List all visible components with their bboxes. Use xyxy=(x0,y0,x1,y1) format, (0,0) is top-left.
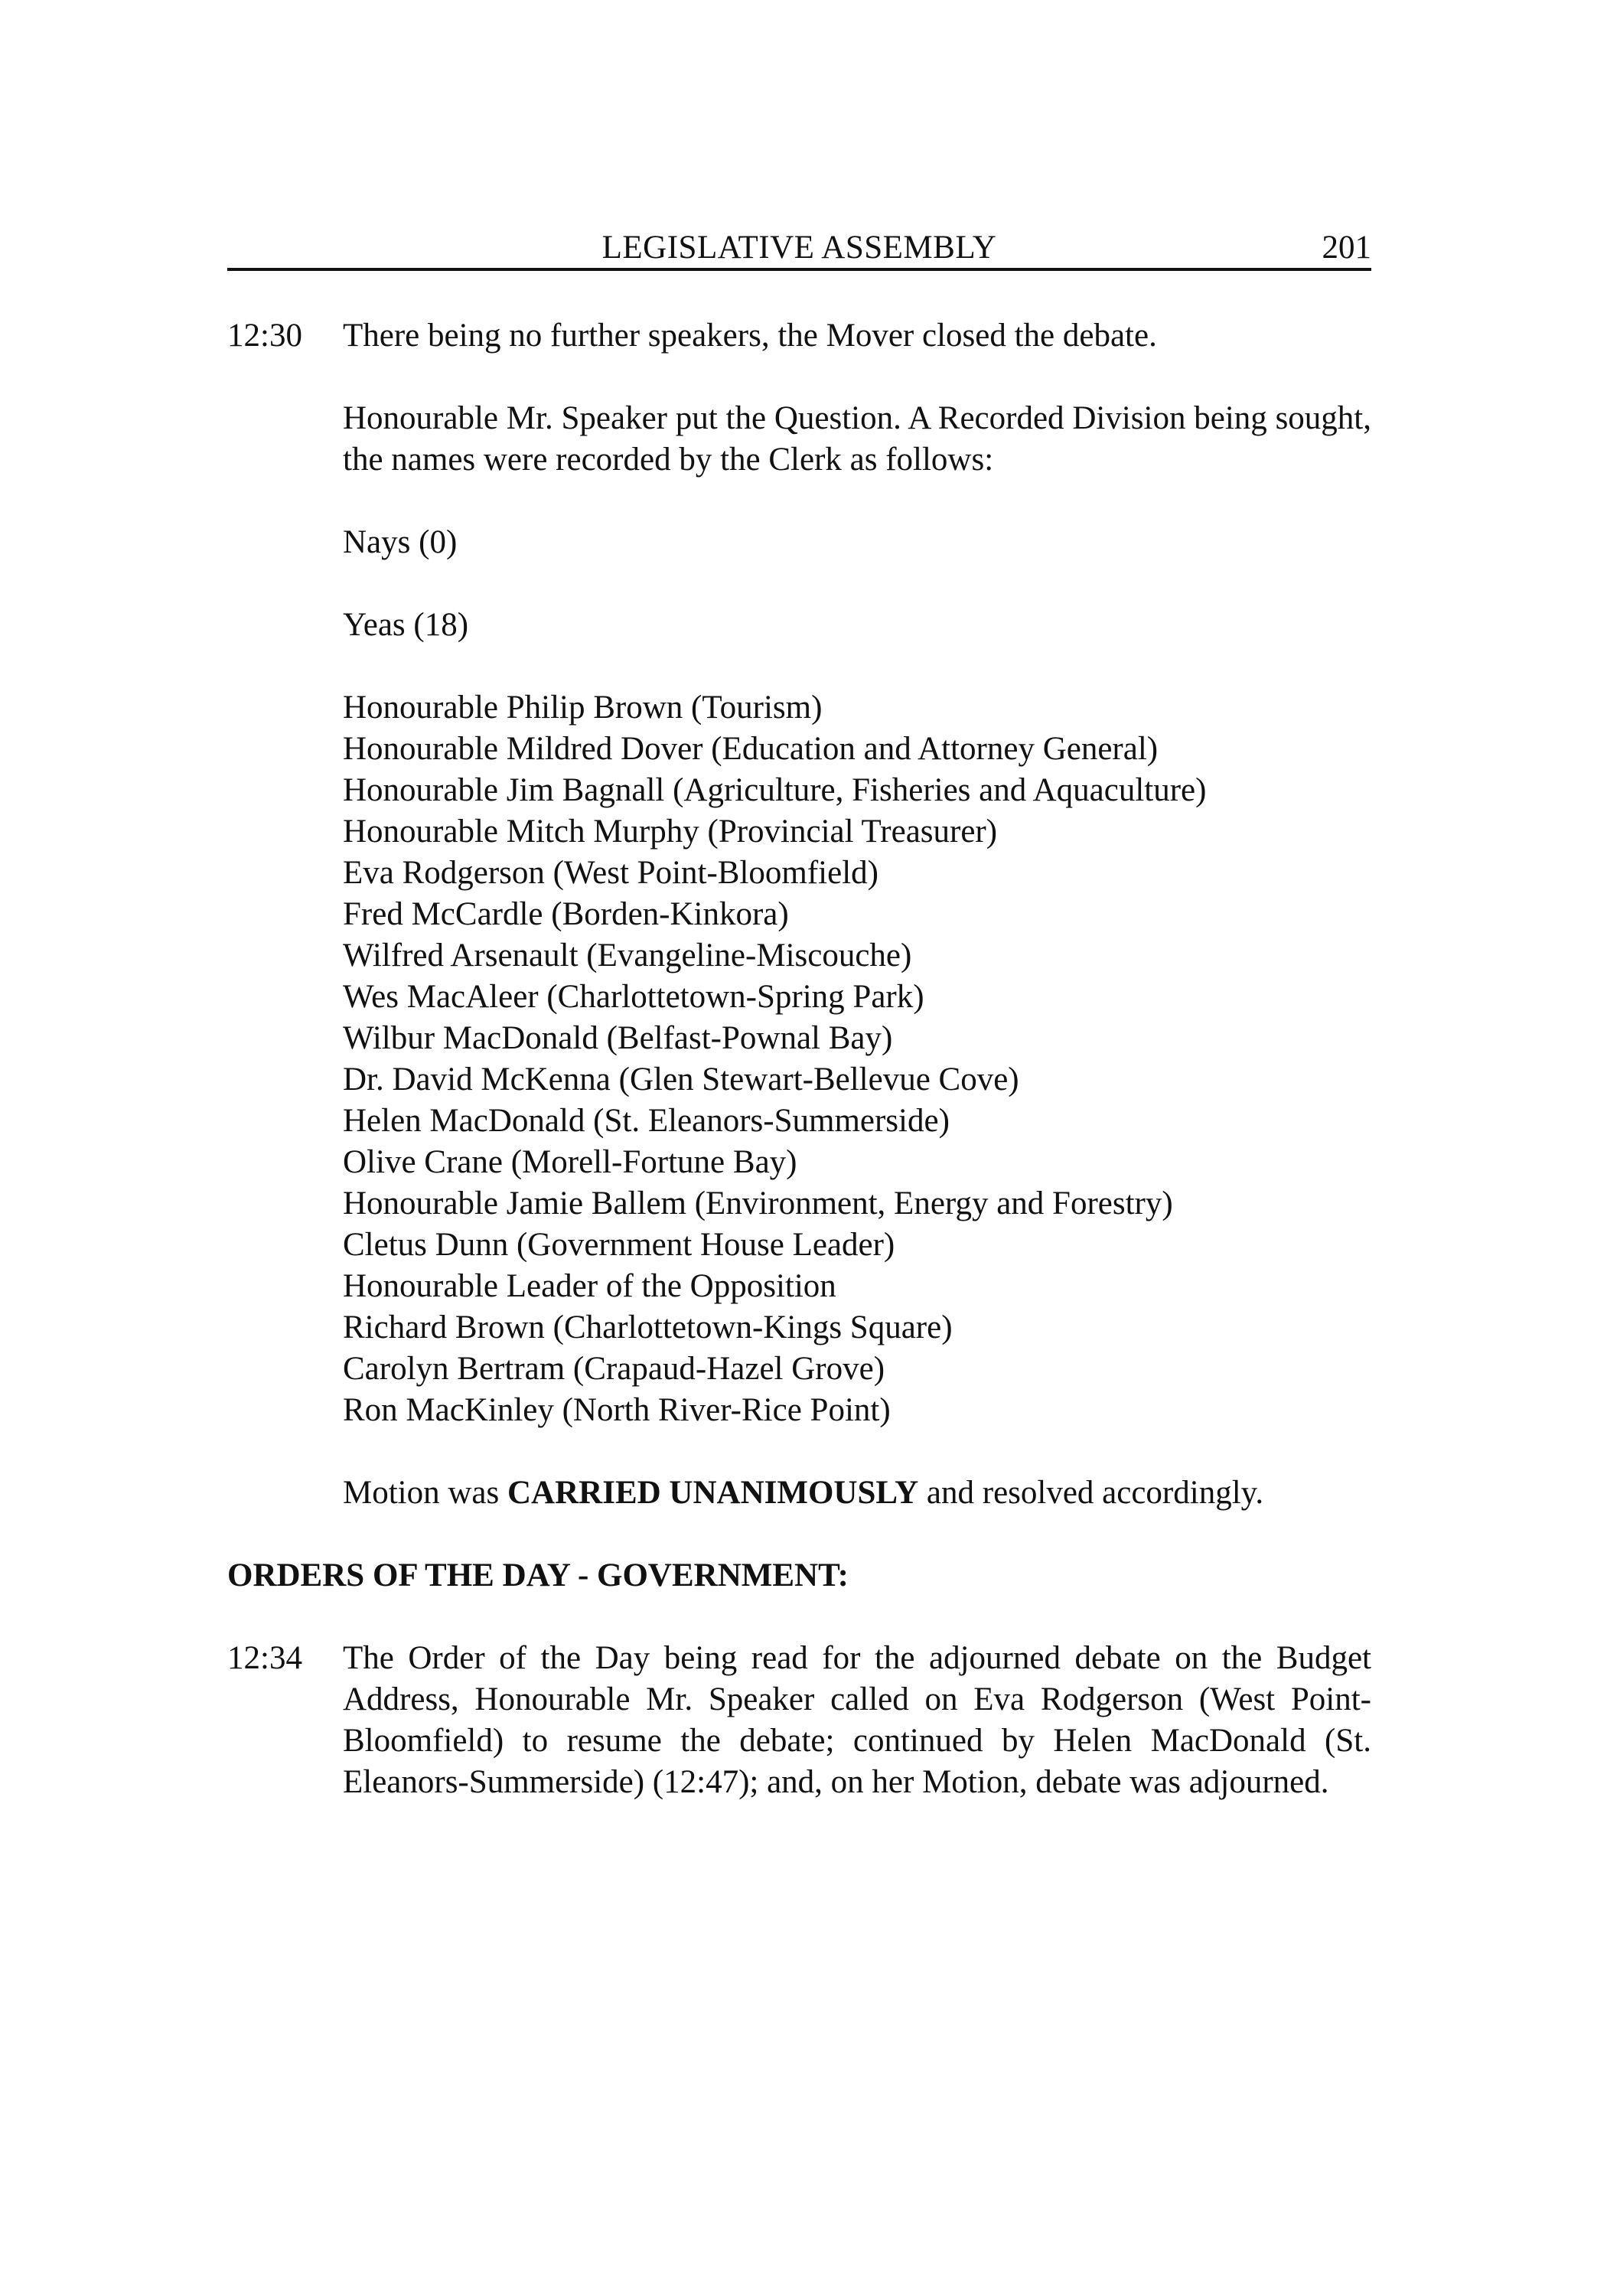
entry-time: 12:34 xyxy=(227,1640,302,1676)
header-title: LEGISLATIVE ASSEMBLY xyxy=(601,230,997,266)
member-list-item: Wes MacAleer (Charlottetown-Spring Park) xyxy=(343,979,924,1015)
orders-of-the-day-heading: ORDERS OF THE DAY - GOVERNMENT: xyxy=(227,1557,849,1593)
member-list-item: Honourable Jamie Ballem (Environment, Energy and Forestry) xyxy=(343,1186,1173,1221)
member-list-item: Richard Brown (Charlottetown-Kings Square) xyxy=(343,1309,953,1345)
member-list-item: Wilbur MacDonald (Belfast-Pownal Bay) xyxy=(343,1020,893,1056)
entry-time: 12:30 xyxy=(227,318,302,354)
member-list-item: Honourable Mitch Murphy (Provincial Treasurer) xyxy=(343,814,998,850)
motion-prefix: Motion was xyxy=(343,1475,507,1511)
entry-text: There being no further speakers, the Mover closed the debate. xyxy=(343,318,1157,354)
journal-content xyxy=(227,315,1371,1803)
motion-result-emphasis: CARRIED UNANIMOUSLY xyxy=(507,1475,919,1511)
page-header xyxy=(227,228,1371,271)
member-list-item: Honourable Philip Brown (Tourism) xyxy=(343,690,823,726)
yeas-member-list xyxy=(227,687,1371,1431)
member-list-item: Cletus Dunn (Government House Leader) xyxy=(343,1227,895,1263)
yeas-count: Yeas (18) xyxy=(343,607,469,643)
entry-1230 xyxy=(227,315,1371,357)
question-paragraph: Honourable Mr. Speaker put the Question. A Recorded Division being sought, the names were recorded by the Clerk as follows: xyxy=(343,400,1371,478)
member-list-item: Wilfred Arsenault (Evangeline-Miscouche) xyxy=(343,938,912,974)
member-list-item: Helen MacDonald (St. Eleanors-Summerside) xyxy=(343,1103,950,1139)
member-list-item: Ron MacKinley (North River-Rice Point) xyxy=(343,1392,891,1428)
member-list-item: Honourable Leader of the Opposition xyxy=(343,1268,836,1304)
member-list-item: Olive Crane (Morell-Fortune Bay) xyxy=(343,1144,797,1180)
entry-1234 xyxy=(227,1638,1371,1803)
member-list-item: Honourable Mildred Dover (Education and Attorney General) xyxy=(343,731,1159,767)
motion-result xyxy=(227,1473,1371,1514)
page-number: 201 xyxy=(1322,230,1371,266)
member-list-item: Carolyn Bertram (Crapaud-Hazel Grove) xyxy=(343,1351,885,1387)
member-list-item: Dr. David McKenna (Glen Stewart-Bellevue Cove) xyxy=(343,1062,1019,1097)
member-list-item: Fred McCardle (Borden-Kinkora) xyxy=(343,896,789,932)
member-list-item: Eva Rodgerson (West Point-Bloomfield) xyxy=(343,855,878,891)
entry-text: The Order of the Day being read for the adjourned debate on the Budget Address, Honourable Mr. Speaker called on Eva Rodgerson (West Point-Bloomfield) to resume the debate; continued by Helen MacDonald (St. Eleanors-Summerside) (12:47); and, on her Motion, debate was adjourned. xyxy=(343,1640,1371,1800)
member-list-item: Honourable Jim Bagnall (Agriculture, Fisheries and Aquaculture) xyxy=(343,772,1207,808)
motion-suffix: and resolved accordingly. xyxy=(918,1475,1264,1511)
nays-count: Nays (0) xyxy=(343,524,458,560)
